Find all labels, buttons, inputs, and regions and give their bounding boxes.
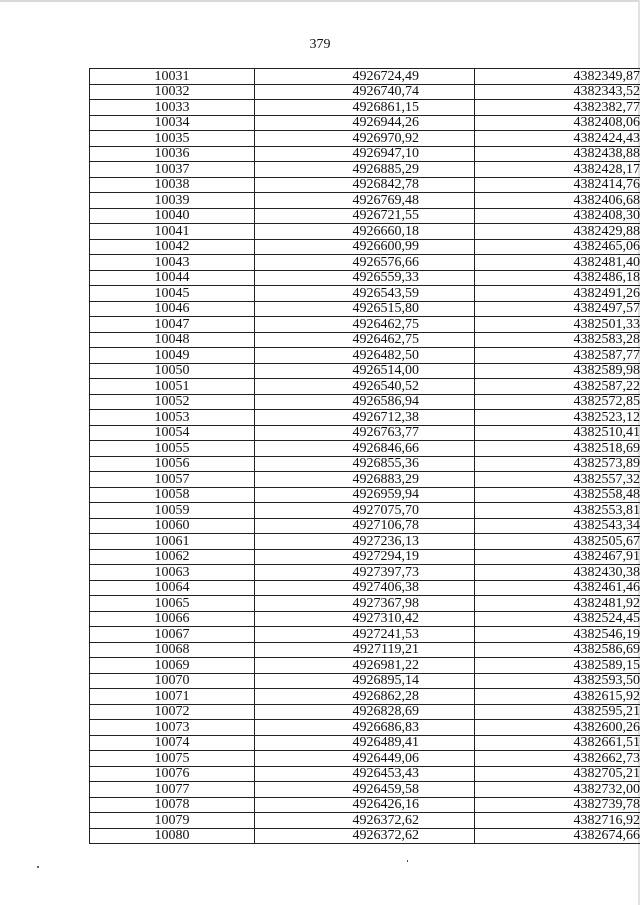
table-row [90,394,640,410]
x-coordinate-cell: 4926763,77 [255,425,475,441]
y-coordinate-cell: 4382501,33 [475,317,640,333]
y-coordinate-cell: 4382593,50 [475,673,640,689]
x-coordinate-cell: 4927236,13 [255,534,475,550]
x-coordinate-cell: 4926449,06 [255,751,475,767]
y-coordinate-cell: 4382589,15 [475,658,640,674]
table-row [90,472,640,488]
y-coordinate-cell: 4382589,98 [475,363,640,379]
table-row [90,534,640,550]
coordinates-table [89,68,640,844]
point-number-cell: 10069 [90,658,255,674]
table-row [90,751,640,767]
point-number-cell: 10068 [90,642,255,658]
x-coordinate-cell: 4926540,52 [255,379,475,395]
x-coordinate-cell: 4926482,50 [255,348,475,364]
y-coordinate-cell: 4382438,88 [475,146,640,162]
point-number-cell: 10055 [90,441,255,457]
table-row [90,177,640,193]
point-number-cell: 10032 [90,84,255,100]
x-coordinate-cell: 4926846,66 [255,441,475,457]
table-row [90,115,640,131]
point-number-cell: 10065 [90,596,255,612]
table-row [90,828,640,844]
point-number-cell: 10039 [90,193,255,209]
x-coordinate-cell: 4926576,66 [255,255,475,271]
x-coordinate-cell: 4926489,41 [255,735,475,751]
y-coordinate-cell: 4382481,92 [475,596,640,612]
table-row [90,441,640,457]
table-row [90,704,640,720]
point-number-cell: 10078 [90,797,255,813]
scan-edge-top [0,0,640,2]
y-coordinate-cell: 4382558,48 [475,487,640,503]
point-number-cell: 10036 [90,146,255,162]
y-coordinate-cell: 4382428,17 [475,162,640,178]
table-row [90,286,640,302]
table-row [90,255,640,271]
point-number-cell: 10057 [90,472,255,488]
point-number-cell: 10033 [90,100,255,116]
x-coordinate-cell: 4927397,73 [255,565,475,581]
table-row [90,84,640,100]
x-coordinate-cell: 4926895,14 [255,673,475,689]
x-coordinate-cell: 4927310,42 [255,611,475,627]
point-number-cell: 10042 [90,239,255,255]
y-coordinate-cell: 4382429,88 [475,224,640,240]
point-number-cell: 10049 [90,348,255,364]
point-number-cell: 10044 [90,270,255,286]
scan-speck [37,866,39,868]
y-coordinate-cell: 4382408,30 [475,208,640,224]
table-row [90,565,640,581]
table-row [90,596,640,612]
table-row [90,208,640,224]
y-coordinate-cell: 4382573,89 [475,456,640,472]
table-row [90,456,640,472]
table-row [90,317,640,333]
point-number-cell: 10054 [90,425,255,441]
point-number-cell: 10035 [90,131,255,147]
table-row [90,658,640,674]
y-coordinate-cell: 4382408,06 [475,115,640,131]
table-row [90,503,640,519]
y-coordinate-cell: 4382491,26 [475,286,640,302]
x-coordinate-cell: 4926660,18 [255,224,475,240]
x-coordinate-cell: 4926721,55 [255,208,475,224]
y-coordinate-cell: 4382505,67 [475,534,640,550]
x-coordinate-cell: 4926883,29 [255,472,475,488]
x-coordinate-cell: 4926453,43 [255,766,475,782]
x-coordinate-cell: 4927367,98 [255,596,475,612]
table-row [90,162,640,178]
table-row [90,100,640,116]
table-row [90,332,640,348]
point-number-cell: 10052 [90,394,255,410]
table-row [90,487,640,503]
point-number-cell: 10059 [90,503,255,519]
table-row [90,689,640,705]
point-number-cell: 10074 [90,735,255,751]
point-number-cell: 10067 [90,627,255,643]
point-number-cell: 10072 [90,704,255,720]
x-coordinate-cell: 4926885,29 [255,162,475,178]
x-coordinate-cell: 4926769,48 [255,193,475,209]
x-coordinate-cell: 4926740,74 [255,84,475,100]
x-coordinate-cell: 4926515,80 [255,301,475,317]
y-coordinate-cell: 4382481,40 [475,255,640,271]
y-coordinate-cell: 4382739,78 [475,797,640,813]
x-coordinate-cell: 4927241,53 [255,627,475,643]
point-number-cell: 10046 [90,301,255,317]
y-coordinate-cell: 4382510,41 [475,425,640,441]
x-coordinate-cell: 4926944,26 [255,115,475,131]
point-number-cell: 10045 [90,286,255,302]
x-coordinate-cell: 4926712,38 [255,410,475,426]
y-coordinate-cell: 4382349,87 [475,69,640,85]
point-number-cell: 10041 [90,224,255,240]
y-coordinate-cell: 4382543,34 [475,518,640,534]
x-coordinate-cell: 4926959,94 [255,487,475,503]
x-coordinate-cell: 4926862,28 [255,689,475,705]
table-row [90,580,640,596]
x-coordinate-cell: 4926686,83 [255,720,475,736]
table-row [90,425,640,441]
table-row [90,239,640,255]
x-coordinate-cell: 4926855,36 [255,456,475,472]
point-number-cell: 10037 [90,162,255,178]
point-number-cell: 10063 [90,565,255,581]
table-row [90,301,640,317]
point-number-cell: 10080 [90,828,255,844]
x-coordinate-cell: 4926514,00 [255,363,475,379]
point-number-cell: 10056 [90,456,255,472]
point-number-cell: 10047 [90,317,255,333]
point-number-cell: 10077 [90,782,255,798]
y-coordinate-cell: 4382572,85 [475,394,640,410]
point-number-cell: 10051 [90,379,255,395]
y-coordinate-cell: 4382600,26 [475,720,640,736]
y-coordinate-cell: 4382424,43 [475,131,640,147]
y-coordinate-cell: 4382461,46 [475,580,640,596]
x-coordinate-cell: 4927106,78 [255,518,475,534]
y-coordinate-cell: 4382595,21 [475,704,640,720]
y-coordinate-cell: 4382546,19 [475,627,640,643]
y-coordinate-cell: 4382414,76 [475,177,640,193]
point-number-cell: 10062 [90,549,255,565]
x-coordinate-cell: 4927406,38 [255,580,475,596]
table-row [90,410,640,426]
y-coordinate-cell: 4382716,92 [475,813,640,829]
table-row [90,270,640,286]
point-number-cell: 10075 [90,751,255,767]
y-coordinate-cell: 4382615,92 [475,689,640,705]
page-number: 379 [309,37,331,52]
table-row [90,131,640,147]
x-coordinate-cell: 4926459,58 [255,782,475,798]
y-coordinate-cell: 4382465,06 [475,239,640,255]
point-number-cell: 10048 [90,332,255,348]
y-coordinate-cell: 4382467,91 [475,549,640,565]
point-number-cell: 10050 [90,363,255,379]
table-row [90,813,640,829]
y-coordinate-cell: 4382587,22 [475,379,640,395]
point-number-cell: 10031 [90,69,255,85]
x-coordinate-cell: 4926426,16 [255,797,475,813]
y-coordinate-cell: 4382497,57 [475,301,640,317]
y-coordinate-cell: 4382587,77 [475,348,640,364]
table-row [90,735,640,751]
x-coordinate-cell: 4927119,21 [255,642,475,658]
table-row [90,69,640,85]
point-number-cell: 10070 [90,673,255,689]
x-coordinate-cell: 4926861,15 [255,100,475,116]
table-row [90,518,640,534]
x-coordinate-cell: 4926947,10 [255,146,475,162]
y-coordinate-cell: 4382674,66 [475,828,640,844]
y-coordinate-cell: 4382523,12 [475,410,640,426]
x-coordinate-cell: 4926970,92 [255,131,475,147]
point-number-cell: 10064 [90,580,255,596]
x-coordinate-cell: 4926842,78 [255,177,475,193]
x-coordinate-cell: 4927075,70 [255,503,475,519]
scan-speck [407,860,408,862]
y-coordinate-cell: 4382343,52 [475,84,640,100]
point-number-cell: 10061 [90,534,255,550]
point-number-cell: 10066 [90,611,255,627]
coordinates-table-body [90,69,640,844]
y-coordinate-cell: 4382557,32 [475,472,640,488]
point-number-cell: 10076 [90,766,255,782]
table-row [90,224,640,240]
table-row [90,379,640,395]
point-number-cell: 10034 [90,115,255,131]
point-number-cell: 10038 [90,177,255,193]
table-row [90,193,640,209]
point-number-cell: 10071 [90,689,255,705]
x-coordinate-cell: 4926372,62 [255,828,475,844]
point-number-cell: 10060 [90,518,255,534]
point-number-cell: 10053 [90,410,255,426]
y-coordinate-cell: 4382524,45 [475,611,640,627]
x-coordinate-cell: 4926724,49 [255,69,475,85]
table-row [90,673,640,689]
table-row [90,782,640,798]
table-row [90,549,640,565]
y-coordinate-cell: 4382518,69 [475,441,640,457]
x-coordinate-cell: 4926586,94 [255,394,475,410]
table-row [90,766,640,782]
x-coordinate-cell: 4926543,59 [255,286,475,302]
y-coordinate-cell: 4382583,28 [475,332,640,348]
y-coordinate-cell: 4382553,81 [475,503,640,519]
table-row [90,720,640,736]
y-coordinate-cell: 4382486,18 [475,270,640,286]
x-coordinate-cell: 4927294,19 [255,549,475,565]
x-coordinate-cell: 4926600,99 [255,239,475,255]
y-coordinate-cell: 4382406,68 [475,193,640,209]
point-number-cell: 10040 [90,208,255,224]
y-coordinate-cell: 4382705,21 [475,766,640,782]
point-number-cell: 10079 [90,813,255,829]
x-coordinate-cell: 4926559,33 [255,270,475,286]
x-coordinate-cell: 4926981,22 [255,658,475,674]
y-coordinate-cell: 4382430,38 [475,565,640,581]
y-coordinate-cell: 4382382,77 [475,100,640,116]
y-coordinate-cell: 4382586,69 [475,642,640,658]
table-row [90,348,640,364]
table-row [90,797,640,813]
table-row [90,642,640,658]
point-number-cell: 10043 [90,255,255,271]
table-row [90,611,640,627]
x-coordinate-cell: 4926828,69 [255,704,475,720]
y-coordinate-cell: 4382662,73 [475,751,640,767]
y-coordinate-cell: 4382661,51 [475,735,640,751]
y-coordinate-cell: 4382732,00 [475,782,640,798]
x-coordinate-cell: 4926372,62 [255,813,475,829]
x-coordinate-cell: 4926462,75 [255,317,475,333]
point-number-cell: 10073 [90,720,255,736]
table-row [90,146,640,162]
table-row [90,627,640,643]
table-row [90,363,640,379]
x-coordinate-cell: 4926462,75 [255,332,475,348]
point-number-cell: 10058 [90,487,255,503]
